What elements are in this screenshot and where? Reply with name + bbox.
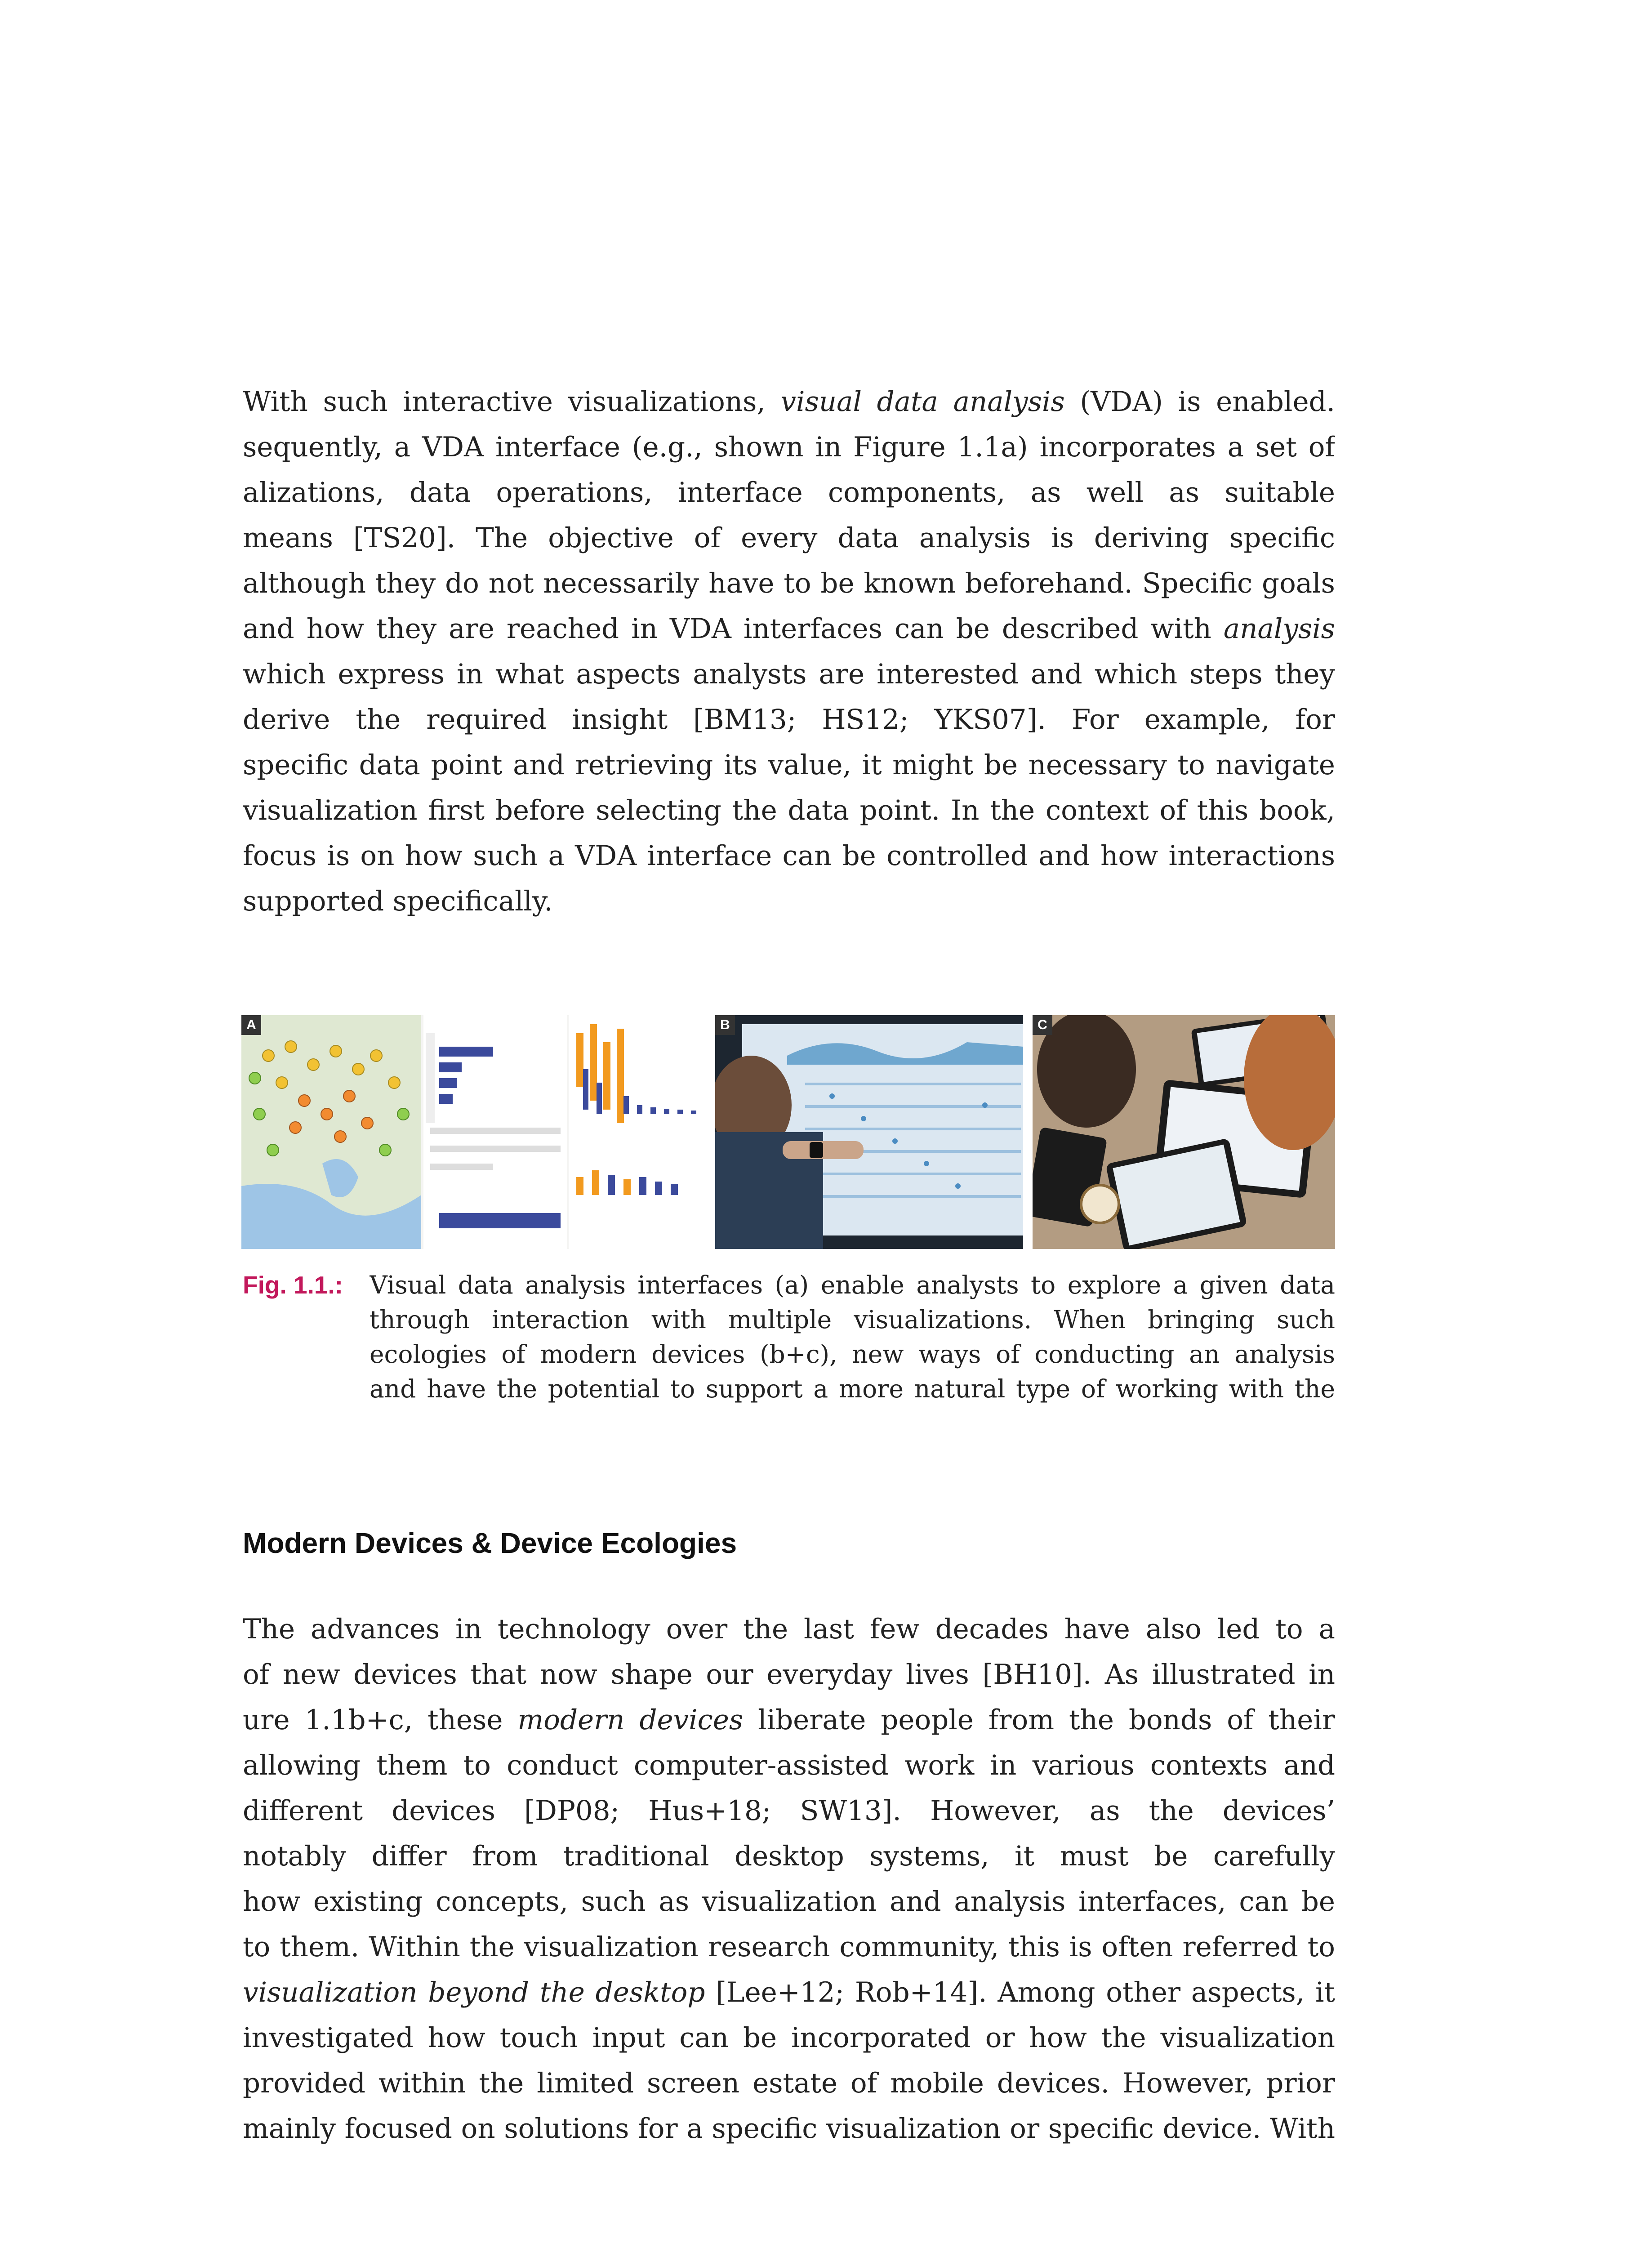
text-line: With such interactive visualizations, visual data analysis (VDA) is enabled. <box>243 386 1335 418</box>
italic-term: modern devices <box>517 1704 744 1736</box>
text-line: notably differ from traditional desktop systems, it must be carefully <box>243 1840 1335 1872</box>
text-line: although they do not necessarily have to be known beforehand. Specific goals <box>243 567 1335 599</box>
panel-tag-c: C <box>1033 1015 1052 1035</box>
text-line: The advances in technology over the last few decades have also led to a <box>243 1613 1335 1645</box>
caption-line: Visual data analysis interfaces (a) enable analysts to explore a given data <box>370 1271 1335 1299</box>
text-line: supported specifically. <box>243 885 553 917</box>
text-line: alizations, data operations, interface components, as well as suitable <box>243 477 1335 508</box>
caption-line: through interaction with multiple visualizations. When bringing such <box>370 1305 1335 1334</box>
text-line: specific data point and retrieving its value, it might be necessary to navigate <box>243 749 1335 781</box>
figure-panel-a <box>241 1015 706 1249</box>
text-line: to them. Within the visualization research community, this is often referred to <box>243 1931 1335 1963</box>
figure-panel-c <box>1033 1015 1335 1249</box>
italic-term: visual data analysis <box>780 386 1065 418</box>
panel-tag-a: A <box>241 1015 261 1035</box>
text-line: sequently, a VDA interface (e.g., shown in Figure 1.1a) incorporates a set of <box>243 431 1335 463</box>
tablets-photo <box>1033 1015 1335 1249</box>
paragraph-vda-intro <box>243 379 1335 924</box>
section-heading: Modern Devices & Device Ecologies <box>243 1527 737 1559</box>
text-line: allowing them to conduct computer-assisted work in various contexts and <box>243 1749 1335 1781</box>
text-line: provided within the limited screen estate of mobile devices. However, prior <box>243 2067 1335 2099</box>
vda-interface-illustration <box>241 1015 706 1249</box>
text-line: focus is on how such a VDA interface can be controlled and how interactions <box>243 840 1335 872</box>
text-line: mainly focused on solutions for a specific visualization or specific device. With <box>243 2113 1335 2145</box>
text-line: how existing concepts, such as visualization and analysis interfaces, can be <box>243 1886 1335 1918</box>
text-line: which express in what aspects analysts are interested and which steps they <box>243 658 1335 690</box>
text-line: derive the required insight [BM13; HS12; YKS07]. For example, for <box>243 704 1335 736</box>
text-line: different devices [DP08; Hus+18; SW13]. However, as the devices’ <box>243 1795 1335 1827</box>
italic-term: visualization beyond the desktop <box>243 1976 705 2008</box>
text-line: visualization beyond the desktop [Lee+12; Rob+14]. Among other aspects, it <box>243 1976 1335 2008</box>
text-line: means [TS20]. The objective of every data analysis is deriving specific <box>243 522 1335 554</box>
text-line: of new devices that now shape our everyday lives [BH10]. As illustrated in <box>243 1659 1335 1690</box>
paragraph-modern-devices <box>243 1606 1335 2151</box>
figure-panel-b <box>715 1015 1023 1249</box>
caption-label: Fig. 1.1.: <box>243 1271 343 1299</box>
italic-term: analysis <box>1223 613 1335 645</box>
caption-text <box>370 1268 1335 1406</box>
caption-line: ecologies of modern devices (b+c), new ways of conducting an analysis <box>370 1340 1335 1369</box>
text-line: ure 1.1b+c, these modern devices liberate people from the bonds of their <box>243 1704 1335 1736</box>
wall-display-photo <box>715 1015 1023 1249</box>
panel-tag-b: B <box>715 1015 735 1035</box>
text-line: and how they are reached in VDA interfaces can be described with analysis <box>243 606 1335 651</box>
caption-line: and have the potential to support a more natural type of working with the <box>370 1374 1335 1403</box>
text-line: visualization first before selecting the data point. In the context of this book, <box>243 794 1335 826</box>
text-line: investigated how touch input can be incorporated or how the visualization <box>243 2022 1335 2054</box>
